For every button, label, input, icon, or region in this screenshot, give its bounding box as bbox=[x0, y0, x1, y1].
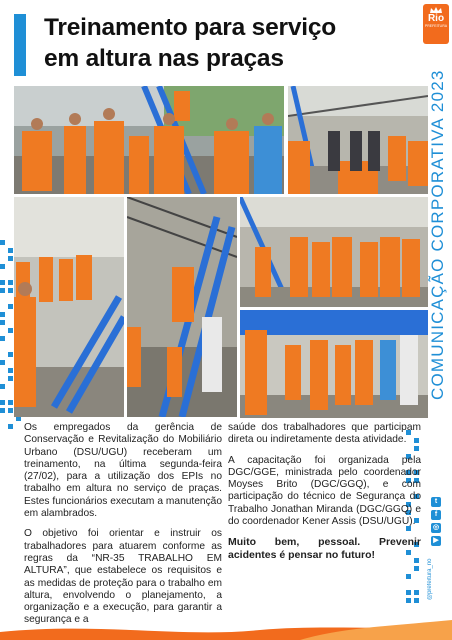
social-handle: @prefeitura_rio bbox=[427, 558, 433, 600]
pattern-dot bbox=[8, 408, 13, 413]
paragraph-1: Os empregados da gerência de Conservação e Revitalização do Mobiliário Urbano (DSU/UGU) receberam um treinamento, na última segunda-feira (27/02), para a utilização dos EPIs no trabalho em altura no serviço de praças. Estes funcionários executam a manutenção em alambrados. bbox=[24, 422, 222, 520]
pattern-dot bbox=[0, 280, 5, 285]
pattern-dot bbox=[8, 256, 13, 261]
pattern-dot bbox=[8, 400, 13, 405]
pattern-dot bbox=[414, 598, 419, 603]
logo-text: Rio bbox=[427, 13, 445, 24]
vertical-label: COMUNICAÇÃO CORPORATIVA 2023 bbox=[428, 69, 447, 400]
text-column-left bbox=[24, 422, 222, 635]
pattern-dot bbox=[0, 336, 5, 341]
title-line-2: em altura nas praças bbox=[44, 45, 284, 72]
pattern-dot bbox=[0, 240, 5, 245]
pattern-dot bbox=[8, 424, 13, 429]
photo-group-briefing bbox=[288, 86, 428, 194]
youtube-icon[interactable]: ▶ bbox=[431, 536, 441, 546]
logo-sub: PREFEITURA bbox=[424, 24, 448, 28]
bottom-decoration bbox=[0, 618, 452, 640]
social-icons bbox=[425, 497, 447, 546]
pattern-dot bbox=[8, 288, 13, 293]
photo-group-yard bbox=[240, 197, 428, 307]
closing-message: Muito bem, pessoal. Prevenir acidentes é pensar no futuro! bbox=[228, 536, 421, 561]
pattern-dot bbox=[8, 248, 13, 253]
pattern-dot bbox=[8, 280, 13, 285]
pattern-dot bbox=[414, 590, 419, 595]
pattern-dot bbox=[406, 590, 411, 595]
pattern-dot bbox=[8, 368, 13, 373]
paragraph-3: saúde dos trabalhadores que participam direta ou indiretamente desta atividade. bbox=[228, 422, 421, 446]
pattern-dot bbox=[8, 304, 13, 309]
pattern-dot bbox=[0, 320, 5, 325]
pattern-dot bbox=[0, 264, 5, 269]
photo-group-harness bbox=[240, 310, 428, 418]
pattern-dot bbox=[8, 328, 13, 333]
pattern-dot bbox=[406, 574, 411, 579]
photo-climbing-ladder bbox=[127, 197, 237, 417]
photo-ladder-demo bbox=[14, 197, 124, 417]
pattern-dot bbox=[0, 408, 5, 413]
title-accent-bar bbox=[14, 14, 26, 76]
title-line-1: Treinamento para serviço bbox=[44, 14, 337, 41]
prefeitura-rio-logo bbox=[423, 4, 449, 44]
pattern-dot bbox=[0, 288, 5, 293]
instagram-icon[interactable]: ◎ bbox=[432, 524, 440, 531]
paragraph-2: O objetivo foi orientar e instruir os trabalhadores para atuarem conforme as regras da “NR-35 TRABALHO EM ALTURA”, que estabelece os requisitos e as medidas de proteção para o trabalho em altura, envolvendo o planejamento, a organização e a execução, para garantir a segurança e a bbox=[24, 528, 222, 626]
text-column-right bbox=[228, 422, 421, 569]
pattern-dot bbox=[8, 352, 13, 357]
pattern-dot bbox=[406, 598, 411, 603]
pattern-dot bbox=[0, 312, 5, 317]
pattern-dot bbox=[8, 376, 13, 381]
photo-group-ladder bbox=[14, 86, 284, 194]
page-title bbox=[44, 12, 394, 74]
facebook-icon[interactable]: f bbox=[431, 510, 441, 520]
twitter-icon[interactable]: t bbox=[431, 497, 441, 507]
pattern-dot bbox=[0, 384, 5, 389]
pattern-dot bbox=[0, 400, 5, 405]
paragraph-4: A capacitação foi organizada pela DGC/GGE, ministrada pelo coordenador Moyses Brito (DGC/GGQ), e com participação do técnico de Segurança do Trabalho Jonathan Miranda (DGC/GGQ) e do coordenador Kener Assis (DSU/UGU). bbox=[228, 454, 421, 528]
pattern-dot bbox=[0, 360, 5, 365]
